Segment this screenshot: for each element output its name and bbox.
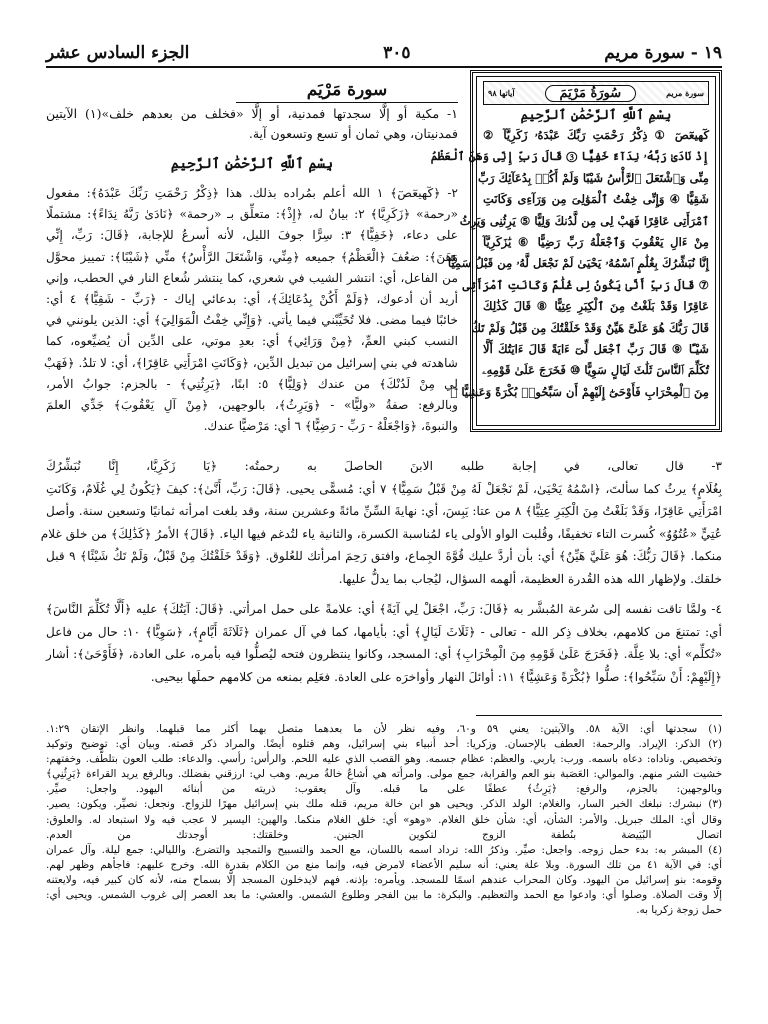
- footnote-line: وقال أي: الملك جبريل. والأمر: الشأن، أي: شأن خلق الغلام. «وهو» أي: خلق الغلام منكما. والهين: اليسير لا عجب فيه ولا استبعاد له. والعلوق:: [46, 813, 722, 826]
- quran-line: إِذْ نَادَىٰ رَبَّهُۥ نِدَآءً خَفِيًّا ③ قَالَ رَبِّ إِنِّى وَهَنَ ٱلْعَظْمُ: [430, 149, 709, 164]
- tafsir-line: من الفاعل، أي: انتشر الشيب في شعري، كما ينتشر شُعاع النار في الحطب، وإني: [46, 270, 458, 285]
- footnote-line: أي: في الآية ٤١ من تلك السورة. وبلا علة يعني: أنه سليم الأعضاء لامرض فيه، وإنما منع من الكلام بقدرة الله. وخرج عليهم: فاجأهم وظهر لهم.: [46, 858, 722, 871]
- quran-line: ⑦ قَالَ رَبِّ أَنَّىٰ يَكُونُ لِى غُلَٰمٌ وَكَانَتِ ٱمْرَأَتِى: [462, 277, 709, 292]
- tafsir-line: ﴿إِلَيْهِمْ: أَنْ سَبِّحُوا﴾: صلُّوا ﴿بُكْرَةً وَعَشِيًّا﴾ ١١: أوائلَ النهار وأواخرَه على العادة. فعَلِم بمنعه من كلامهم حملَها بيحيى.: [150, 669, 722, 684]
- footnote-line: إلَّا وقت الصلاة. وصلوا أي: وادعوا مع الحمد والتعظيم. والبكرة: ما بين الفجر وطلوع الشمس. والعشي: ما بعد العصر إلى غروب الشمس. ويحيى أي:: [46, 889, 722, 902]
- footnote-line: (٣) نبشرك: نبلغك الخبر السار، والغلام: الولد الذكر. ويحيى هو ابن خالة مريم، قتله ملك بني إسرائيل مهرًا للزواج. ونجعل: نصيِّر. ويكون: يصير.: [46, 798, 722, 811]
- footnote-line: (٤) المبشر به: بدء حمل زوجه. واجعل: صيِّر. وذكرُ الله: ترداد اسمه باللسان، مع الحمد والتسبيح والتمجيد والتضرع. والليالي: جمع ليلة. وآل عمران: [46, 843, 722, 856]
- banner-right-label: سورة مريم: [666, 88, 704, 98]
- footnote-line: وبالوجهين: بالجزم، والرفع: ﴿يَرِثُ﴾ عطفًا على ما قبله. وآل يعقوب: ذريته من أبنائه اليهود. واجعل: صيِّر.: [46, 783, 722, 796]
- tafsir-line: منكما. ﴿قَالَ رَبُّكَ: هُوَ عَلَيَّ هَيِّنٌ﴾ أي: بأن أردَّ عليك قُوَّةَ الجِماع، وافتق رَحِمَ امرأتك للعُلوق. ﴿وَقَدْ خَلَقْتُكَ مِنْ قَبْلُ، وَلَمْ تَكُ شَيْئًا﴾ ٩ قبل: [46, 549, 723, 563]
- quran-line: شَيْـًٔا ⑨ قَالَ رَبِّ ٱجْعَل لِّىٓ ءَايَةً قَالَ ءَايَتُكَ أَلَّا: [483, 341, 709, 356]
- header-juz-name: الجزء السادس عشر: [46, 43, 190, 63]
- tafsir-line: لِي مِنْ لَدُنْكَ﴾ من عندك ﴿وَلِيًّا﴾ ٥: ابنًا، ﴿يَرِثُنِي﴾ - بالجزم: جوابُ الأمر،: [46, 376, 458, 391]
- footnote-line: خشيت الشر منهم. والموالي: العَصَبة بنو العم والقرابة، جمع مولى. وامرأته هي أشاعُ خالةُ مريم. وهب لي: ارزقني بفضلك. وبالرفع يريد القراءة ﴿يَرِثُنِي﴾: [46, 768, 722, 781]
- tafsir-line: عُتِيٍّ «عُتُوُوٌ» كُسرت التاء تخفيفًا، وقُلبت الواو الأولى ياء لمُناسبة الكسرة، والثانية ياء لتُدغم فيها الياء. ﴿قَالَ﴾ الأمرُ ﴿كَذَٰلِكَ﴾ من خلق غلام: [40, 526, 722, 541]
- tafsir-line: امْرَأَتِي عَاقِرًا، وَقَدْ بَلَغْتُ مِنَ الْكِبَرِ عِتِيًّا﴾ ٨ من عتا: يَبِسَ، أي: نهايةَ السِّنِّ مائةً وعشرين سنة، وقد بلغت امرأته ثمانيًا وتسعين سنة. وأصل: [46, 504, 722, 518]
- tafsir-line: ٤- ولمَّا تاقت نفسه إلى سُرعة المُبشَّر به ﴿قَالَ: رَبِّ، اجْعَلْ لِي آيَةً﴾ أي: علامةً على حمل امرأتي. ﴿قَالَ: آيَتُكَ﴾ عليه ﴿أَلَّا تُكَلِّمَ النَّاسَ﴾: [46, 602, 722, 616]
- surah-intro: ١- مكية أو إلَّا سجدتها فمدنية، أو إلَّا «فخلف من بعدهم خلف»(١) الآيتين فمدنيتان، وهي ثمان أو تسع وتسعون آية.: [46, 106, 458, 141]
- footnote-line: (١) سجدتها أي: الآية ٥٨. والآيتين: يعني ٥٩ و٦٠، وفيه نظر لأن ما بعدهما متصل بهما أكثر مما قبلهما. وانظر الإتقان ١:٢٩.: [46, 723, 722, 735]
- tafsir-verses-10-11: [46, 598, 722, 688]
- quran-line: عَاقِرًا وَقَدْ بَلَغْتُ مِنَ ٱلْكِبَرِ عِتِيًّا ⑧ قَالَ كَذَٰلِكَ: [483, 299, 709, 314]
- tafsir-line: على دعاء، ﴿خَفِيًّا﴾ ٣: سِرًّا جوفَ الليل، لأنه أسرعُ للإجابة، ﴿قَالَ: رَبِّ، إِنِّي: [46, 228, 459, 243]
- tafsir-line: «تُكلِّم» أي: بلا عِلَّة. ﴿فَخَرَجَ عَلَىٰ قَوْمِهِ مِنَ الْمِحْرَابِ﴾ أي: المسجد، وكانوا ينتظرون فتحه ليُصلُّوا فيه بأمره، على العادة، ﴿فَأَوْحَىٰ﴾: أشار: [46, 647, 722, 661]
- quran-text-inner: [430, 76, 716, 426]
- quran-line: كٓهيعٓصٓ ① ذِكْرُ رَحْمَتِ رَبِّكَ عَبْدَهُۥ زَكَرِيَّآ ②: [483, 128, 709, 142]
- quran-line: مِنْ ءَالِ يَعْقُوبَ وَٱجْعَلْهُ رَبِّ رَضِيًّا ⑥ يَٰزَكَرِيَّآ: [483, 234, 709, 249]
- footnote-line: اتصال البُيَيضة بنُطفة الزوج لتكوين الجنين. وخلقتك: أوجدتك من العدم.: [46, 828, 722, 841]
- tafsir-line: خلقك. ولإظهار الله هذه القُدرة العظيمة، ألهمه السؤال، ليُجاب بما يدلُّ عليها.: [338, 571, 722, 586]
- page-header: [46, 40, 722, 68]
- tafsir-verses-1-6: [46, 183, 458, 437]
- tafsir-basmala: بِسْمِ ٱللَّهِ ٱلرَّحْمَٰنِ ٱلرَّحِيمِ: [170, 156, 334, 172]
- tafsir-line: خائبًا فيما مضى. فلا تُخَيِّبْني فيما يأتي. ﴿وَإِنِّي خِفْتُ الْمَوَالِيَ﴾ أي: الذين يلونني في: [46, 313, 458, 328]
- tafsir-line: ٢- ﴿كٓهيعٓصٓ﴾ ١ الله أعلم بمُراده بذلك. هذا ﴿ذِكْرُ رَحْمَتِ رَبِّكَ عَبْدَهُ﴾: مفعول: [46, 186, 458, 200]
- quran-line: قَالَ رَبُّكَ هُوَ عَلَىَّ هَيِّنٌ وَقَدْ خَلَقْتُكَ مِن قَبْلُ وَلَمْ تَكُ: [471, 320, 709, 335]
- quran-basmala: بِسْمِ ٱللَّهِ ٱلرَّحْمَٰنِ ٱلرَّحِيمِ: [520, 108, 672, 123]
- tafsir-line: النسب كبني العمِّ، ﴿مِنْ وَرَائِي﴾ أي: بعدِ موتي، على الدِّين أن يُضيِّعوه، كما: [46, 334, 458, 349]
- surah-banner: [483, 81, 709, 105]
- header-surah-name: ١٩ - سورة مريم: [604, 43, 722, 63]
- tafsir-line: أريد أن أدعوك، ﴿وَلَمْ أَكُنْ بِدُعَائِكَ﴾، أي: بدعائي إياك - ﴿رَبِّ - شَقِيًّا﴾ ٤ أي:: [46, 291, 458, 306]
- banner-surah-title: سُورَةُ مَرْيَمَ: [545, 85, 637, 102]
- quran-line: مِنِّى وَٱشْتَعَلَ ٱلرَّأْسُ شَيْبًا وَلَمْ أَكُنۢ بِدُعَآئِكَ رَبِّ: [477, 170, 709, 185]
- surah-title: سورة مَرْيَم: [236, 80, 458, 103]
- quran-line: تُكَلِّمَ ٱلنَّاسَ ثَلَٰثَ لَيَالٍ سَوِيًّا ⑩ فَخَرَجَ عَلَىٰ قَوْمِهِۦ: [482, 363, 709, 378]
- quran-line: مِنَ ٱلْمِحْرَابِ فَأَوْحَىٰٓ إِلَيْهِمْ أَن سَبِّحُوا۟ بُكْرَةً وَعَشِيًّا ⑪: [450, 384, 709, 399]
- footnote-line: وتخصيص. وناداه: دعاه باسمه. ورب: ياربي. والعظم: عظام جسمه. وهو القصب الذي عليه اللحم. والرأس: رأسي. والدعاء: طلب العون بتلطُّف. وخفتهم:: [46, 753, 722, 766]
- tafsir-line: وَهَنَ﴾: ضعُفَ ﴿الْعَظْمُ﴾ جميعه ﴿مِنِّي، وَاشْتَعَلَ الرَّأْسُ﴾ منِّي ﴿شَيْبًا﴾: تمييز محوَّل: [46, 249, 458, 264]
- tafsir-line: والنبوةَ، ﴿وَاجْعَلْهُ - رَبِّ - رَضِيًّا﴾ ٦ أي: مَرْضيًّا عندك.: [203, 419, 458, 434]
- tafsir-verses-7-9: [40, 455, 723, 590]
- tafsir-line: «رحمة» ﴿زَكَرِيَّا﴾ ٢: بيانٌ له، ﴿إِذْ﴾: متعلِّق بـ «رحمة» ﴿نَادَىٰ رَبَّهُ نِدَاءً﴾: مشتملًا: [46, 207, 458, 222]
- tafsir-line: أي: تمتنعَ من كلامهم، بخلاف ذِكر الله - تعالى - ﴿ثَلَاثَ لَيَالٍ﴾ أي: بأيامها، كما في آل عمران ﴿ثَلَاثَةَ أَيَّامٍ﴾، ﴿سَوِيًّا﴾ ١٠: حال من فاعل: [46, 624, 722, 639]
- footnote-line: (٢) الذكر: الإيراد. والرحمة: العطف بالإحسان. وزكريا: أحد أنبياء بني إسرائيل، وهم قتلوه أيضًا. والمراد ذكر قصته. وبيان أي: توضيح وتوكيد: [46, 738, 722, 751]
- tafsir-line: وبالرفع: صفةُ «وليًّا» - ﴿وَيَرِثُ﴾، بالوجهين، ﴿مِنْ آلِ يَعْقُوبَ﴾ جَدِّي العلمَ: [46, 397, 458, 412]
- quran-line: شَقِيًّا ④ وَإِنِّى خِفْتُ ٱلْمَوَٰلِىَ مِن وَرَآءِى وَكَانَتِ: [483, 192, 709, 207]
- banner-left-label: آياتها ٩٨: [488, 88, 515, 98]
- footnote-line: حمل زوجة زكريا به.: [636, 904, 722, 917]
- footnotes: [46, 722, 722, 918]
- page-number: ٣٠٥: [383, 43, 411, 63]
- tafsir-line: شاهدته في بني إسرائيل من تبديل الدِّين، ﴿وَكَانَتِ امْرَأَتِي عَاقِرًا﴾، أي: لا تلدُ. ﴿فَهَبْ: [44, 355, 458, 370]
- quran-line: ٱمْرَأَتِى عَاقِرًا فَهَبْ لِى مِن لَّدُنكَ وَلِيًّا ⑤ يَرِثُنِى وَيَرِثُ: [459, 213, 709, 228]
- tafsir-line: ٣- قال تعالى، في إجابة طلبه الابنَ الحاصلَ به رحمتُه: ﴿يَا زَكَرِيَّا، إِنَّا نُبَشِّرُكَ: [46, 459, 722, 473]
- tafsir-line: بِغُلَامٍ﴾ يرثُ كما سألتَ، ﴿اسْمُهُ يَحْيَىٰ، لَمْ نَجْعَلْ لَهُ مِنْ قَبْلُ سَمِيًّا﴾ ٧ أي: مُسمًّى يحيى. ﴿قَالَ: رَبِّ، أَنَّىٰ﴾: كيفَ ﴿يَكُونُ لِي غُلَامٌ، وَكَانَتِ: [46, 481, 722, 496]
- footnote-divider: [476, 715, 722, 716]
- footnote-line: وقومه: بنو إسرائيل من اليهود. وكان المحراب عندهم اسمًا للمسجد. ويأمره: بإذنه. فهم لايدخلون المسجد إلَّا بسماح منه، لأنه كان كبير فيه، ولايعتنه: [46, 873, 722, 886]
- quran-text-frame: [430, 70, 722, 432]
- quran-line: إِنَّا نُبَشِّرُكَ بِغُلَٰمٍ ٱسْمُهُۥ يَحْيَىٰ لَمْ نَجْعَل لَّهُۥ مِن قَبْلُ سَمِيًّا: [447, 256, 709, 271]
